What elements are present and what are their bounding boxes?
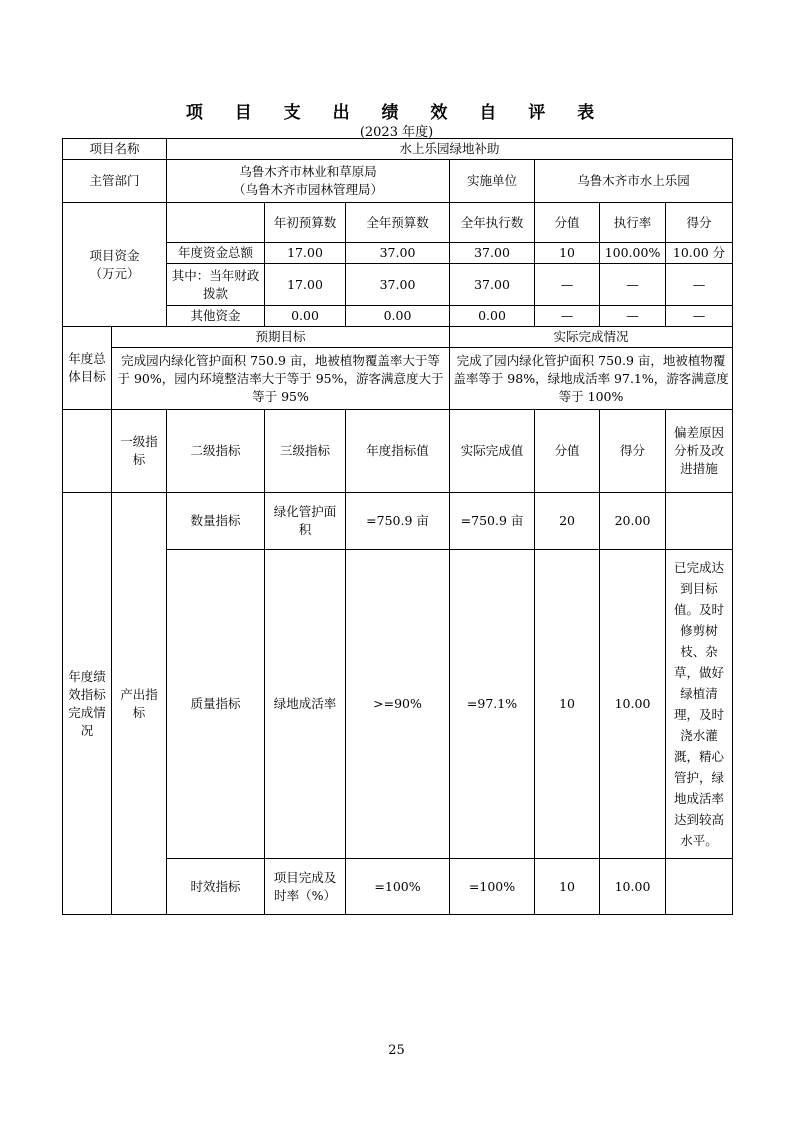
- indicator-header-level3: 三级指标: [265, 410, 346, 493]
- indicator-score-value: 10: [535, 550, 600, 859]
- page-title: 项 目 支 出 绩 效 自 评 表: [185, 103, 608, 123]
- funds-row-label: 年度资金总额: [167, 243, 265, 264]
- project-name-label: 项目名称: [63, 139, 167, 160]
- funds-row-rate: 100.00%: [600, 243, 666, 264]
- indicator-score: 20.00: [600, 493, 666, 550]
- indicator-target: =100%: [346, 859, 450, 915]
- implementing-unit-value: 乌鲁木齐市水上乐园: [535, 160, 733, 203]
- funds-row-executed: 37.00: [450, 243, 535, 264]
- funds-header-executed: 全年执行数: [450, 203, 535, 243]
- annual-goals-label: 年度总体目标: [63, 327, 112, 410]
- funds-row-score: 10.00 分: [666, 243, 733, 264]
- indicator-actual: =100%: [450, 859, 535, 915]
- funds-header-score: 得分: [666, 203, 733, 243]
- expected-goal-header: 预期目标: [112, 327, 450, 348]
- funds-row-annual: 37.00: [346, 243, 450, 264]
- funds-label-line1: 项目资金: [89, 247, 140, 263]
- department-label: 主管部门: [63, 160, 167, 203]
- funds-row-score-value: —: [535, 264, 600, 306]
- department-value-line2: （乌鲁木齐市园林管理局）: [233, 182, 384, 197]
- funds-header-annual: 全年预算数: [346, 203, 450, 243]
- page-number: 25: [388, 1043, 405, 1058]
- indicator-level3: 绿化管护面积: [265, 493, 346, 550]
- funds-row-initial: 0.00: [265, 306, 346, 327]
- funds-header-blank: [167, 203, 265, 243]
- expected-goal-text: 完成园内绿化管护面积 750.9 亩，地被植物覆盖率大于等于 90%，园内环境整洁率大于等于 95%，游客满意度大于等于 95%: [112, 348, 450, 410]
- funds-label: [63, 203, 167, 327]
- indicator-deviation: 已完成达到目标值。及时修剪树枝、杂草，做好绿植清理，及时浇水灌溉，精心管护，绿地成活率达到较高水平。: [666, 550, 733, 859]
- indicator-header-score: 得分: [600, 410, 666, 493]
- funds-header-initial: 年初预算数: [265, 203, 346, 243]
- funds-row-executed: 0.00: [450, 306, 535, 327]
- funds-header-score-value: 分值: [535, 203, 600, 243]
- indicator-target: >=90%: [346, 550, 450, 859]
- indicator-level2: 时效指标: [167, 859, 265, 915]
- performance-evaluation-table: [62, 138, 733, 915]
- indicator-header-level2: 二级指标: [167, 410, 265, 493]
- actual-result-text: 完成了园内绿化管护面积 750.9 亩，地被植物覆盖率等于 98%，绿地成活率 97.1%，游客满意度等于 100%: [450, 348, 733, 410]
- indicator-deviation: [666, 493, 733, 550]
- funds-row-executed: 37.00: [450, 264, 535, 306]
- implementing-unit-label: 实施单位: [450, 160, 535, 203]
- funds-row-score-value: 10: [535, 243, 600, 264]
- indicator-score: 10.00: [600, 859, 666, 915]
- funds-row-annual: 37.00: [346, 264, 450, 306]
- indicator-score-value: 20: [535, 493, 600, 550]
- funds-row-rate: —: [600, 306, 666, 327]
- indicator-deviation: [666, 859, 733, 915]
- actual-result-header: 实际完成情况: [450, 327, 733, 348]
- indicator-actual: =97.1%: [450, 550, 535, 859]
- indicator-score-value: 10: [535, 859, 600, 915]
- funds-row-annual: 0.00: [346, 306, 450, 327]
- indicator-section-label: 年度绩效指标完成情况: [63, 493, 112, 915]
- indicator-header-blank: [63, 410, 112, 493]
- project-name-value: 水上乐园绿地补助: [167, 139, 733, 160]
- indicator-target: =750.9 亩: [346, 493, 450, 550]
- department-value: [167, 160, 450, 203]
- funds-row-score: —: [666, 306, 733, 327]
- indicator-level2: 数量指标: [167, 493, 265, 550]
- indicator-header-actual: 实际完成值: [450, 410, 535, 493]
- funds-header-rate: 执行率: [600, 203, 666, 243]
- level1-output-indicator: 产出指标: [112, 493, 167, 915]
- indicator-row-quantity: [63, 493, 733, 550]
- indicator-level3: 项目完成及时率（%）: [265, 859, 346, 915]
- indicator-level3: 绿地成活率: [265, 550, 346, 859]
- indicator-header-level1: 一级指标: [112, 410, 167, 493]
- funds-row-score-value: —: [535, 306, 600, 327]
- indicator-score: 10.00: [600, 550, 666, 859]
- funds-row-initial: 17.00: [265, 243, 346, 264]
- funds-row-score: —: [666, 264, 733, 306]
- indicator-header-deviation: 偏差原因分析及改进措施: [666, 410, 733, 493]
- funds-row-label: 其他资金: [167, 306, 265, 327]
- indicator-actual: =750.9 亩: [450, 493, 535, 550]
- funds-row-initial: 17.00: [265, 264, 346, 306]
- department-value-line1: 乌鲁木齐市林业和草原局: [239, 164, 377, 179]
- funds-row-rate: —: [600, 264, 666, 306]
- report-year: (2023 年度): [359, 125, 434, 140]
- funds-label-line2: （万元）: [89, 265, 140, 281]
- funds-row-label: 其中：当年财政拨款: [167, 264, 265, 306]
- indicator-header-target: 年度指标值: [346, 410, 450, 493]
- indicator-level2: 质量指标: [167, 550, 265, 859]
- indicator-header-score-value: 分值: [535, 410, 600, 493]
